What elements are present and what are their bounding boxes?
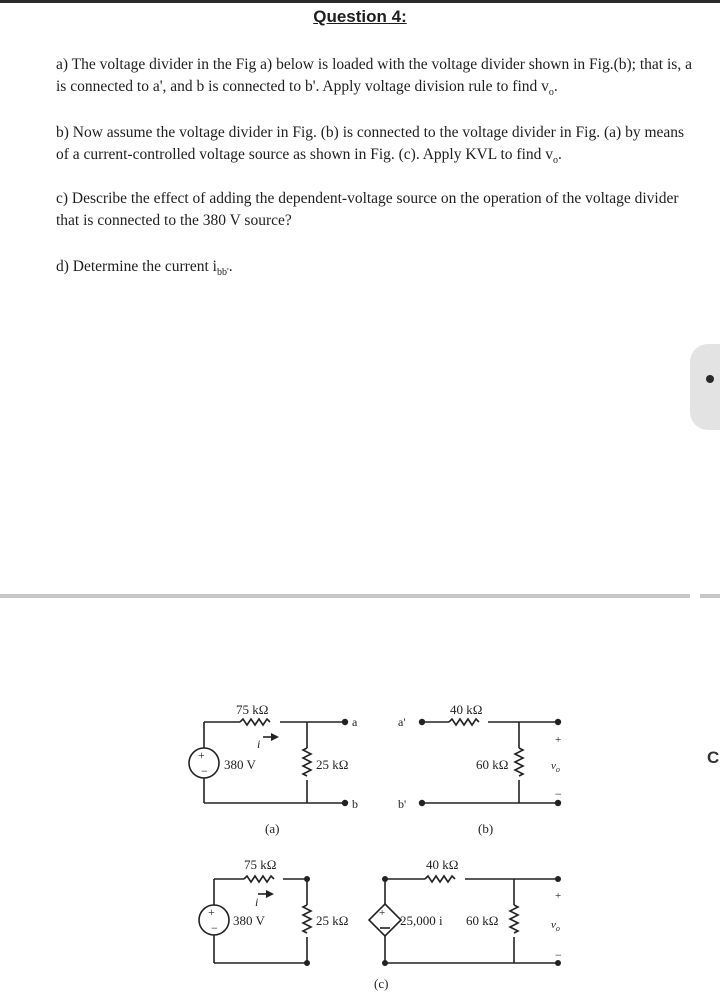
fig-b-60k-resistor [515,748,523,776]
fig-c-top-right-dot [555,876,561,882]
side-letter: C [707,748,720,767]
fig-c-minus: − [555,948,562,962]
part-b-text: b) Now assume the voltage divider in Fig. (b) is connected to the voltage divider in Fig. (a) by means of a current-controlled voltage source as shown in Fig. (c). Apply KVL to find $v_o$. [56,124,685,167]
fig-c-source-label: 380 V [233,913,265,928]
fig-a-node-a-label: a [352,715,358,729]
fig-b-minus: − [555,787,562,801]
fig-b-vo-label: $v_o$ [551,760,560,774]
fig-a-current-label: i [257,737,261,751]
fig-c-40k-label: 40 kΩ [426,857,459,872]
fig-c-plus: + [555,890,562,902]
fig-b-40k-label: 40 kΩ [450,702,483,717]
fig-c-dep-top-dot [382,876,388,882]
fig-a-75k-resistor [240,719,270,725]
fig-a-node-b-dot [342,800,348,806]
question-title: Question 4: [313,7,407,26]
fig-c-source-plus: + [208,905,215,919]
fig-c-dep-source-label: 25,000 i [400,913,443,928]
fig-a-75k-label: 75 kΩ [236,702,269,717]
fig-c-bottom-node-dot [304,960,310,966]
fig-b-node-b-label: b' [398,797,407,811]
fig-c-25k-label: 25 kΩ [316,913,349,928]
part-c-text: c) Describe the effect of adding the dependent-voltage source on the operation of the voltage divider that is connected to the 380 V source? [56,190,679,229]
fig-b-top-right-dot [555,719,561,725]
fig-b-node-a-dot [419,719,425,725]
fig-c-60k-label: 60 kΩ [466,913,499,928]
fig-b-caption: (b) [478,821,494,836]
fig-c-caption: (c) [374,976,389,991]
fig-a-25k-resistor [303,748,311,776]
fig-a-source-plus: + [198,748,205,762]
fig-a-caption: (a) [265,821,280,836]
fig-a-25k-label: 25 kΩ [316,757,349,772]
fig-c-top-node-dot [304,876,310,882]
fig-c-40k-resistor [425,876,455,882]
fig-b-60k-label: 60 kΩ [476,757,509,772]
fig-b-node-a-label: a' [398,715,406,729]
fig-c-25k-resistor [303,905,311,933]
fig-a-node-b-label: b [352,797,358,811]
fig-b-40k-resistor [449,719,479,725]
fig-c-60k-resistor [510,905,518,933]
fig-b-plus: + [555,734,562,746]
fig-c-dep-plus: + [379,907,386,919]
fig-c-dep-bottom-dot [382,960,388,966]
fig-a-arrowhead [271,733,279,741]
fig-c-arrowhead [266,890,274,898]
fig-a-node-a-dot [342,719,348,725]
fig-c-vo-label: $v_o$ [551,919,560,933]
part-a-text: a) The voltage divider in the Fig a) below is loaded with the voltage divider shown in Fig.(b); that is, a is connected to a', and b is connected to b'. Apply voltage division rule to find $v_o$. [56,56,692,99]
fig-b-node-b-dot [419,800,425,806]
fig-c-source-minus: − [211,921,218,935]
fig-c-75k-label: 75 kΩ [244,857,277,872]
part-d-text: d) Determine the current $i_{bb'}$. [56,258,233,279]
fig-a-source-label: 380 V [224,757,256,772]
fig-c-75k-resistor [244,876,274,882]
fig-c-current-label: i [255,895,259,909]
fig-a-source-minus: − [201,764,208,778]
